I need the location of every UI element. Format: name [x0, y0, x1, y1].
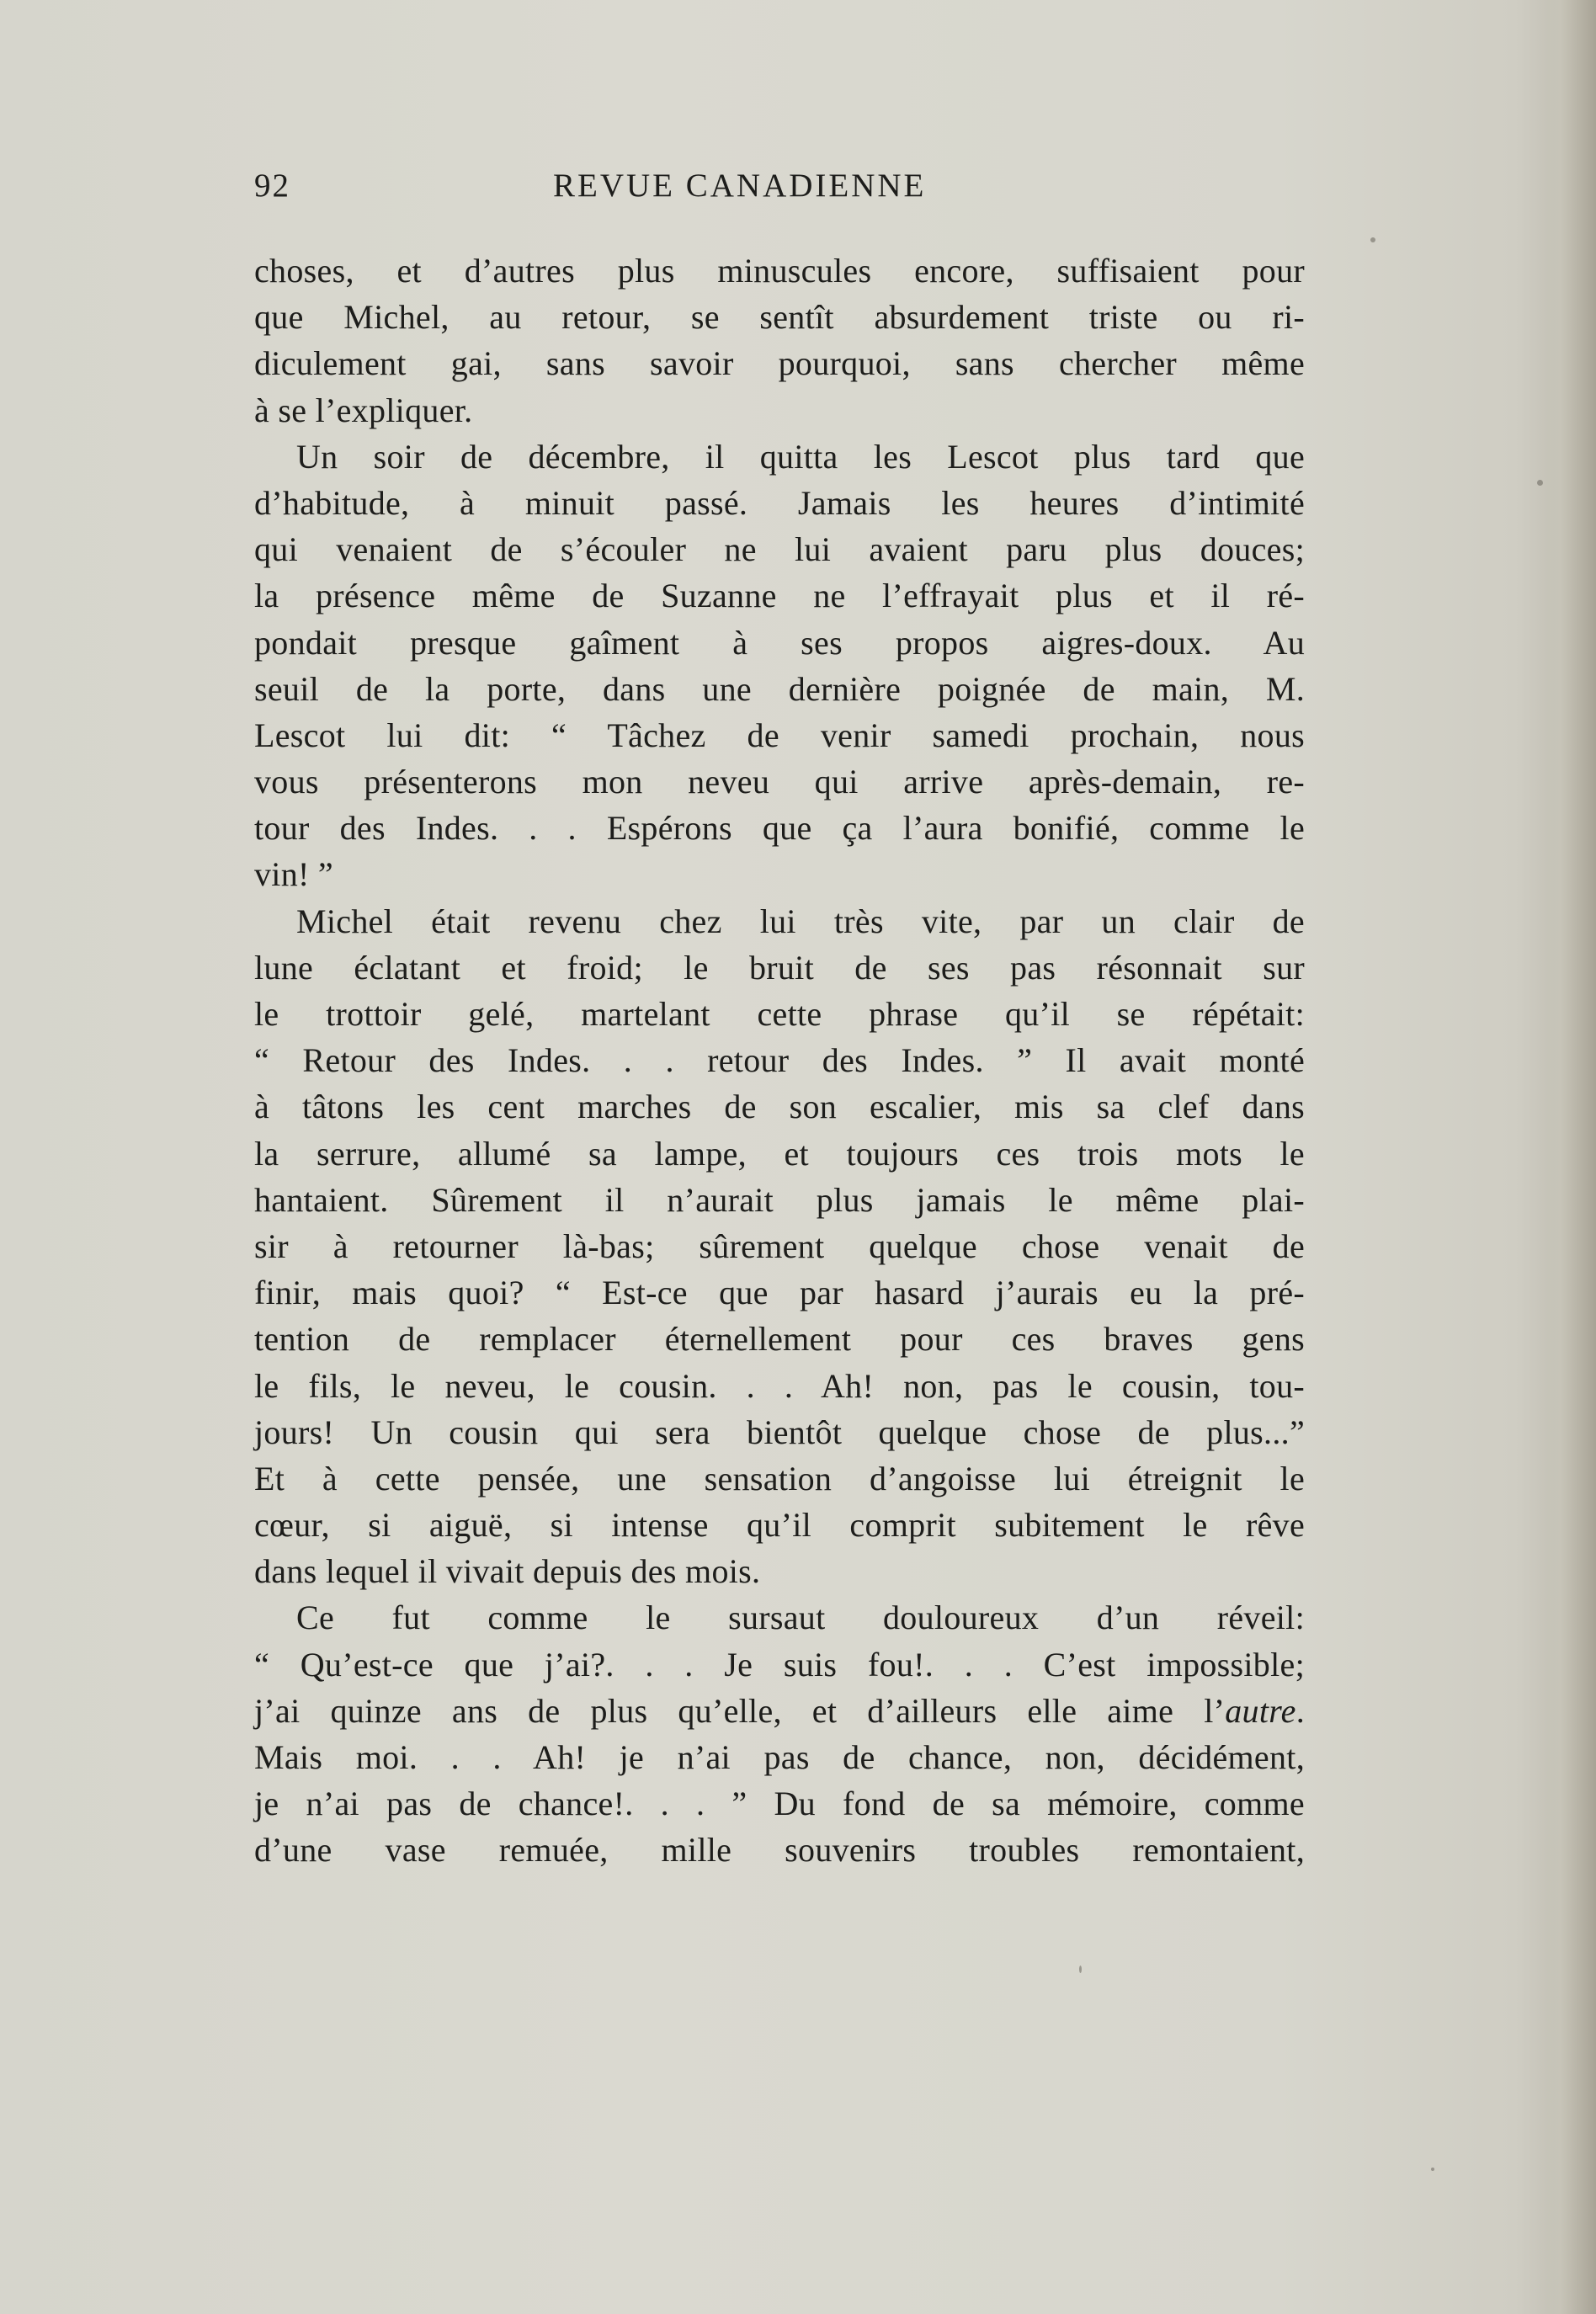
text-line: le fils, le neveu, le cousin. . . Ah! non, pas le cousin, tou-: [254, 1366, 1305, 1405]
paper-speck: [1079, 1966, 1082, 1973]
text-line: diculement gai, sans savoir pourquoi, sans chercher même: [254, 344, 1305, 383]
text-line: qui venaient de s’écouler ne lui avaient paru plus douces;: [254, 530, 1305, 569]
paper-speck: [1537, 480, 1543, 486]
body-text: [254, 247, 1305, 1874]
text-line-with-italic: [254, 1688, 1305, 1734]
page-edge-shadow: [1537, 0, 1596, 2314]
text-line: d’une vase remuée, mille souvenirs troubles remontaient,: [254, 1831, 1305, 1870]
text-line: cœur, si aiguë, si intense qu’il comprit subitement le rêve: [254, 1506, 1305, 1545]
text-line: “ Retour des Indes. . . retour des Indes. ” Il avait monté: [254, 1041, 1305, 1080]
text-line: le trottoir gelé, martelant cette phrase qu’il se répétait:: [254, 995, 1305, 1033]
text-line: hantaient. Sûrement il n’aurait plus jamais le même plai-: [254, 1180, 1305, 1219]
text-line: je n’ai pas de chance!. . . ” Du fond de sa mémoire, comme: [254, 1785, 1305, 1823]
page-header: [254, 167, 1306, 212]
text-line: jours! Un cousin qui sera bientôt quelque chose de plus...”: [254, 1412, 1305, 1451]
paragraph-start-line: Ce fut comme le sursaut douloureux d’un réveil:: [296, 1599, 1305, 1637]
text-line: que Michel, au retour, se sentît absurdement triste ou ri-: [254, 298, 1305, 337]
paper-speck: [1370, 237, 1375, 242]
paragraph-start-line: Michel était revenu chez lui très vite, par un clair de: [296, 902, 1305, 940]
text-line: pondait presque gaîment à ses propos aigres-doux. Au: [254, 623, 1305, 662]
text-line: “ Qu’est-ce que j’ai?. . . Je suis fou!. . . C’est impossible;: [254, 1645, 1305, 1684]
text-line: la présence même de Suzanne ne l’effrayait plus et il ré-: [254, 577, 1305, 615]
text-line: sir à retourner là-bas; sûrement quelque chose venait de: [254, 1226, 1305, 1265]
text-line: choses, et d’autres plus minuscules encore, suffisaient pour: [254, 252, 1305, 290]
text-line: Mais moi. . . Ah! je n’ai pas de chance, non, décidément,: [254, 1738, 1305, 1776]
text-line: tention de remplacer éternellement pour ces braves gens: [254, 1320, 1305, 1359]
paragraph-start-line: Un soir de décembre, il quitta les Lescot plus tard que: [296, 437, 1305, 476]
text-line: tour des Indes. . . Espérons que ça l’aura bonifié, comme le: [254, 809, 1305, 848]
paragraph-end-line: dans lequel il vivait depuis des mois.: [254, 1552, 761, 1591]
text-line: d’habitude, à minuit passé. Jamais les heures d’intimité: [254, 483, 1305, 522]
text-segment: .: [1295, 1691, 1305, 1730]
text-line: lune éclatant et froid; le bruit de ses pas résonnait sur: [254, 948, 1305, 987]
paragraph-end-line: à se l’expliquer.: [254, 391, 473, 429]
paper-speck: [1431, 2168, 1434, 2171]
text-line: vous présenterons mon neveu qui arrive après-demain, re-: [254, 763, 1305, 801]
paragraph-end-line: vin! ”: [254, 855, 333, 894]
text-line: à tâtons les cent marches de son escalier, mis sa clef dans: [254, 1088, 1305, 1126]
italic-word: autre: [1225, 1691, 1296, 1730]
running-title: REVUE CANADIENNE: [553, 168, 927, 204]
text-line: la serrure, allumé sa lampe, et toujours ces trois mots le: [254, 1134, 1305, 1173]
text-line: Et à cette pensée, une sensation d’angoisse lui étreignit le: [254, 1459, 1305, 1497]
text-line: seuil de la porte, dans une dernière poignée de main, M.: [254, 669, 1305, 708]
page-number: 92: [254, 168, 290, 204]
text-segment: j’ai quinze ans de plus qu’elle, et d’ailleurs elle aime l’: [254, 1691, 1226, 1730]
text-line: Lescot lui dit: “ Tâchez de venir samedi prochain, nous: [254, 715, 1305, 754]
text-line: finir, mais quoi? “ Est-ce que par hasard j’aurais eu la pré-: [254, 1274, 1305, 1312]
